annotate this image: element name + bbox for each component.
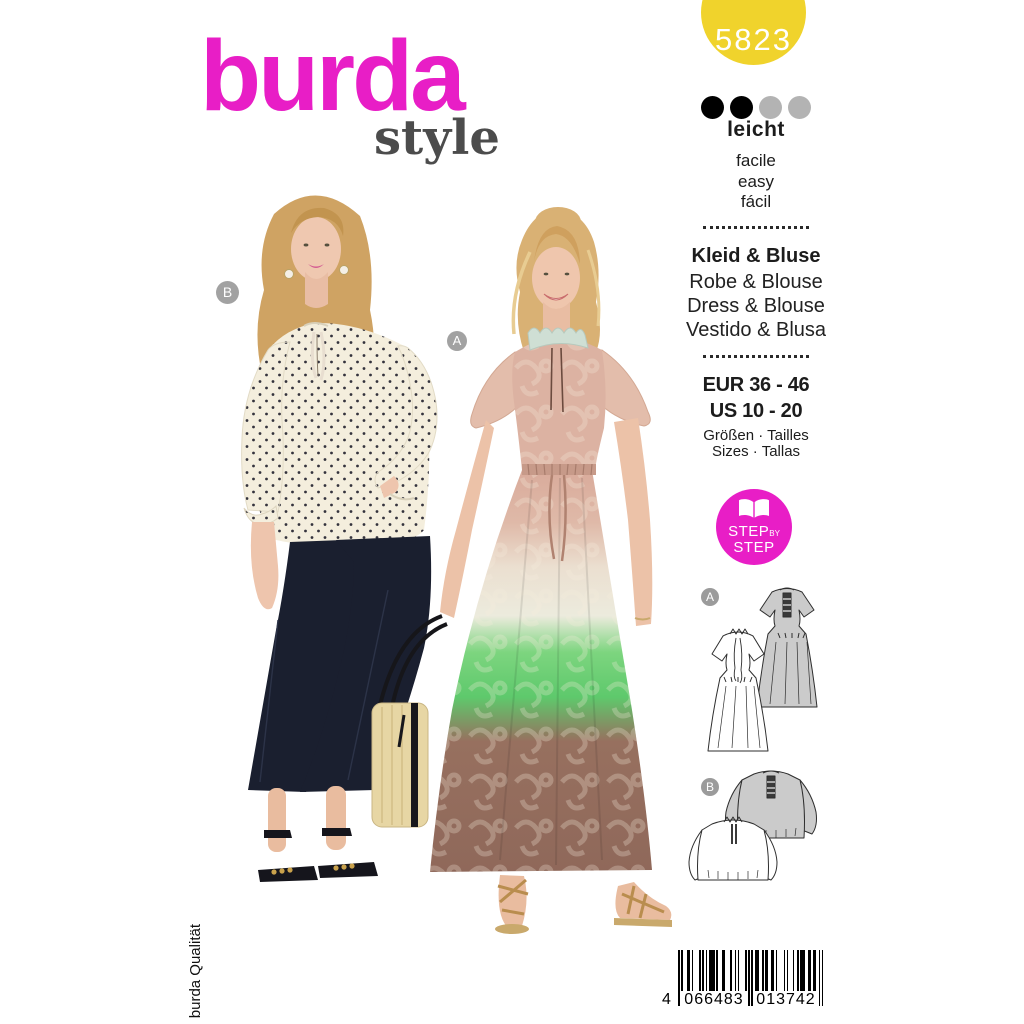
- open-book-icon: [738, 498, 770, 520]
- barcode-bar: [793, 950, 795, 992]
- sizes-label-2: Sizes · Tallas: [711, 443, 801, 460]
- barcode-bar: [730, 950, 732, 992]
- barcode-bar: [808, 950, 811, 992]
- barcode-digit-group: 066483: [681, 991, 747, 1009]
- brand-logo-style: style: [374, 110, 500, 166]
- pattern-number-circle: [701, 0, 806, 65]
- difficulty-easy: easy: [738, 172, 774, 191]
- barcode-bar: [735, 950, 737, 992]
- difficulty-dot-filled: [730, 96, 753, 119]
- barcode-bar: [765, 950, 768, 992]
- difficulty-facile: facile: [736, 151, 776, 170]
- barcode-bar: [722, 950, 725, 992]
- barcode-bar: [709, 950, 715, 992]
- pattern-number: 5823: [715, 22, 792, 57]
- view-b-badge: B: [701, 778, 719, 796]
- step-by: BY: [769, 529, 780, 538]
- difficulty-dot-filled: [701, 96, 724, 119]
- difficulty-dot-empty: [759, 96, 782, 119]
- title-fr: Robe & Blouse: [689, 271, 823, 293]
- barcode-bar: [784, 950, 786, 992]
- sizes-us: US 10 - 20: [709, 400, 803, 422]
- barcode-bar: [755, 950, 760, 992]
- step-bottom: STEP: [733, 539, 775, 556]
- difficulty-dot-empty: [788, 96, 811, 119]
- photo-label-a: A: [447, 331, 467, 351]
- barcode-bar: [702, 950, 704, 992]
- difficulty-facil: fácil: [740, 192, 772, 211]
- barcode-bar: [797, 950, 799, 992]
- step-top: STEP: [728, 523, 770, 540]
- barcode-bar: [771, 950, 774, 992]
- barcode-digit-group: 4: [662, 991, 672, 1008]
- barcode-bar: [800, 950, 805, 992]
- barcode-bar: [787, 950, 789, 992]
- barcode-bar: [716, 950, 718, 992]
- barcode-bar: [745, 950, 747, 992]
- sizes-eur: EUR 36 - 46: [702, 374, 810, 396]
- side-quality-text: burda Qualität: [187, 924, 204, 1019]
- barcode-bar: [776, 950, 778, 992]
- barcode-bar: [748, 950, 750, 1006]
- barcode-bar: [687, 950, 690, 992]
- barcode-bar: [706, 950, 708, 992]
- barcode-bar: [678, 950, 680, 1006]
- barcode-bar: [738, 950, 740, 992]
- barcode-bar: [699, 950, 701, 992]
- sizes-label-1: Größen · Tailles: [703, 427, 809, 444]
- title-de: Kleid & Bluse: [691, 245, 821, 267]
- barcode: [664, 950, 824, 1016]
- brand-logo: burda: [200, 20, 463, 132]
- view-a-badge: A: [701, 588, 719, 606]
- barcode-bar: [692, 950, 694, 992]
- title-en: Dress & Blouse: [687, 295, 825, 317]
- title-es: Vestido & Blusa: [685, 319, 827, 341]
- difficulty-label: leicht: [727, 118, 785, 141]
- barcode-digit-group: 013742: [753, 991, 819, 1009]
- photo-label-b: B: [216, 281, 239, 304]
- barcode-bar: [813, 950, 816, 992]
- barcode-bar: [822, 950, 824, 1006]
- barcode-bar: [762, 950, 764, 992]
